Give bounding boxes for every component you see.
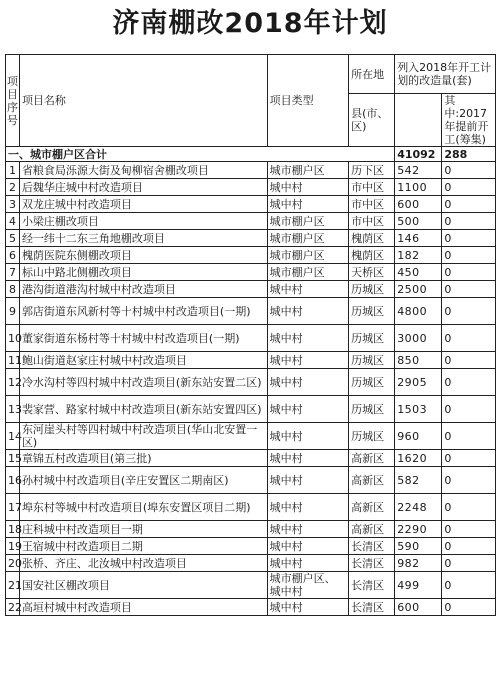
district: 历城区 <box>349 281 395 298</box>
row-number: 17 <box>6 494 20 521</box>
header-row <box>6 55 496 94</box>
project-type: 城市棚户区 <box>267 264 348 281</box>
early-start-amount: 0 <box>442 352 496 369</box>
project-type: 城中村 <box>267 538 348 555</box>
planned-amount: 2905 <box>395 369 442 396</box>
row-number: 10 <box>6 325 20 352</box>
planned-amount: 1620 <box>395 450 442 467</box>
early-start-amount: 0 <box>442 423 496 450</box>
district: 历城区 <box>349 325 395 352</box>
early-start-amount: 0 <box>442 179 496 196</box>
project-name: 冷水沟村等四村城中村改造项目(新东站安置二区) <box>19 369 267 396</box>
project-type: 城中村 <box>267 450 348 467</box>
project-type: 城中村 <box>267 599 348 616</box>
district: 长清区 <box>349 572 395 599</box>
plan-table <box>5 54 496 616</box>
table-row <box>6 396 496 423</box>
project-name: 董家街道东杨村等十村城中村改造项目(一期) <box>19 325 267 352</box>
project-name: 双龙庄城中村改造项目 <box>19 196 267 213</box>
district: 历下区 <box>349 162 395 179</box>
planned-amount: 2500 <box>395 281 442 298</box>
project-name: 经一纬十二东三角地棚改项目 <box>19 230 267 247</box>
table-row <box>6 572 496 599</box>
project-name: 槐荫医院东侧棚改项目 <box>19 247 267 264</box>
table-row <box>6 264 496 281</box>
table-row <box>6 352 496 369</box>
early-start-amount: 0 <box>442 599 496 616</box>
early-start-amount: 0 <box>442 213 496 230</box>
project-name: 王宿城中村改造项目二期 <box>19 538 267 555</box>
row-number: 15 <box>6 450 20 467</box>
row-number: 14 <box>6 423 20 450</box>
row-number: 13 <box>6 396 20 423</box>
table-row <box>6 213 496 230</box>
project-type: 城中村 <box>267 281 348 298</box>
table-row <box>6 521 496 538</box>
project-name: 埠东村等城中村改造项目(埠东安置区项目二期) <box>19 494 267 521</box>
project-type: 城中村 <box>267 196 348 213</box>
project-name: 鲍山街道赵家庄村城中村改造项目 <box>19 352 267 369</box>
table-row <box>6 247 496 264</box>
row-number: 12 <box>6 369 20 396</box>
table-row <box>6 281 496 298</box>
early-start-amount: 0 <box>442 450 496 467</box>
project-name: 港沟街道港沟村城中村改造项目 <box>19 281 267 298</box>
district: 槐荫区 <box>349 247 395 264</box>
district: 市中区 <box>349 213 395 230</box>
planned-amount: 1503 <box>395 396 442 423</box>
planned-amount: 499 <box>395 572 442 599</box>
project-name: 标山中路北侧棚改项目 <box>19 264 267 281</box>
early-start-amount: 0 <box>442 396 496 423</box>
project-type: 城市棚户区 <box>267 230 348 247</box>
planned-amount: 600 <box>395 599 442 616</box>
planned-amount: 960 <box>395 423 442 450</box>
project-type: 城中村 <box>267 467 348 494</box>
planned-amount: 850 <box>395 352 442 369</box>
row-number: 2 <box>6 179 20 196</box>
project-type: 城中村 <box>267 423 348 450</box>
district: 长清区 <box>349 555 395 572</box>
project-type: 城中村 <box>267 325 348 352</box>
project-type: 城中村 <box>267 555 348 572</box>
table-row <box>6 230 496 247</box>
early-start-amount: 0 <box>442 298 496 325</box>
district: 高新区 <box>349 521 395 538</box>
planned-amount: 600 <box>395 196 442 213</box>
district: 高新区 <box>349 494 395 521</box>
planned-amount: 3000 <box>395 325 442 352</box>
header-county: 县(市、区) <box>349 94 395 147</box>
early-start-amount: 0 <box>442 494 496 521</box>
project-type: 城中村 <box>267 521 348 538</box>
planned-amount: 542 <box>395 162 442 179</box>
row-number: 21 <box>6 572 20 599</box>
project-type: 城市棚户区、城中村 <box>267 572 348 599</box>
page-title: 济南棚改2018年计划 <box>112 8 388 39</box>
district: 长清区 <box>349 599 395 616</box>
row-number: 9 <box>6 298 20 325</box>
table-row <box>6 450 496 467</box>
header-planned-blank <box>395 94 442 147</box>
plan-table-container <box>5 54 496 677</box>
district: 高新区 <box>349 450 395 467</box>
summary-total: 41092 <box>395 147 442 162</box>
header-location: 所在地 <box>349 55 395 94</box>
row-number: 8 <box>6 281 20 298</box>
planned-amount: 2248 <box>395 494 442 521</box>
row-number: 7 <box>6 264 20 281</box>
project-name: 后魏华庄城中村改造项目 <box>19 179 267 196</box>
project-name: 高垣村城中村改造项目 <box>19 599 267 616</box>
early-start-amount: 0 <box>442 572 496 599</box>
early-start-amount: 0 <box>442 162 496 179</box>
district: 市中区 <box>349 179 395 196</box>
project-name: 郭店街道东风新村等十村城中村改造项目(一期) <box>19 298 267 325</box>
header-early: 其中:2017年提前开工(筹集) <box>442 94 496 147</box>
planned-amount: 182 <box>395 247 442 264</box>
project-name: 小梁庄棚改项目 <box>19 213 267 230</box>
early-start-amount: 0 <box>442 521 496 538</box>
project-type: 城中村 <box>267 494 348 521</box>
project-type: 城市棚户区 <box>267 162 348 179</box>
row-number: 19 <box>6 538 20 555</box>
table-row <box>6 423 496 450</box>
summary-row <box>6 147 496 162</box>
district: 槐荫区 <box>349 230 395 247</box>
early-start-amount: 0 <box>442 264 496 281</box>
table-row <box>6 599 496 616</box>
project-type: 城中村 <box>267 298 348 325</box>
project-name: 国安社区棚改项目 <box>19 572 267 599</box>
project-type: 城中村 <box>267 352 348 369</box>
project-name: 省粮食局泺源大街及甸柳宿舍棚改项目 <box>19 162 267 179</box>
row-number: 6 <box>6 247 20 264</box>
early-start-amount: 0 <box>442 196 496 213</box>
header-type: 项目类型 <box>267 55 348 147</box>
project-type: 城中村 <box>267 369 348 396</box>
row-number: 4 <box>6 213 20 230</box>
early-start-amount: 0 <box>442 555 496 572</box>
table-row <box>6 162 496 179</box>
table-row <box>6 325 496 352</box>
summary-early: 288 <box>442 147 496 162</box>
early-start-amount: 0 <box>442 369 496 396</box>
early-start-amount: 0 <box>442 325 496 352</box>
district: 高新区 <box>349 467 395 494</box>
project-name: 孙村城中村改造项目(辛庄安置区二期南区) <box>19 467 267 494</box>
table-row <box>6 369 496 396</box>
row-number: 5 <box>6 230 20 247</box>
planned-amount: 982 <box>395 555 442 572</box>
row-number: 20 <box>6 555 20 572</box>
table-row <box>6 196 496 213</box>
project-name: 东河崖头村等四村城中村改造项目(华山北安置一区) <box>19 423 267 450</box>
early-start-amount: 0 <box>442 281 496 298</box>
project-name: 章锦五村改造项目(第三批) <box>19 450 267 467</box>
project-type: 城中村 <box>267 179 348 196</box>
early-start-amount: 0 <box>442 538 496 555</box>
row-number: 18 <box>6 521 20 538</box>
planned-amount: 4800 <box>395 298 442 325</box>
early-start-amount: 0 <box>442 230 496 247</box>
planned-amount: 582 <box>395 467 442 494</box>
table-row <box>6 494 496 521</box>
district: 历城区 <box>349 369 395 396</box>
early-start-amount: 0 <box>442 467 496 494</box>
summary-label: 一、城市棚户区合计 <box>6 147 395 162</box>
header-planned: 列入2018年开工计划的改造量(套) <box>395 55 496 94</box>
planned-amount: 146 <box>395 230 442 247</box>
project-type: 城中村 <box>267 396 348 423</box>
project-type: 城市棚户区 <box>267 247 348 264</box>
planned-amount: 1100 <box>395 179 442 196</box>
district: 历城区 <box>349 423 395 450</box>
row-number: 11 <box>6 352 20 369</box>
project-type: 城市棚户区 <box>267 213 348 230</box>
header-seq: 项目序号 <box>6 55 20 147</box>
row-number: 1 <box>6 162 20 179</box>
row-number: 22 <box>6 599 20 616</box>
row-number: 3 <box>6 196 20 213</box>
project-name: 裴家营、路家村城中村改造项目(新东站安置四区) <box>19 396 267 423</box>
table-row <box>6 538 496 555</box>
early-start-amount: 0 <box>442 247 496 264</box>
district: 市中区 <box>349 196 395 213</box>
table-row <box>6 179 496 196</box>
project-name: 张桥、齐庄、北汝城中村改造项目 <box>19 555 267 572</box>
district: 历城区 <box>349 396 395 423</box>
district: 历城区 <box>349 298 395 325</box>
row-number: 16 <box>6 467 20 494</box>
planned-amount: 500 <box>395 213 442 230</box>
table-row <box>6 467 496 494</box>
table-row <box>6 298 496 325</box>
table-row <box>6 555 496 572</box>
district: 长清区 <box>349 538 395 555</box>
planned-amount: 2290 <box>395 521 442 538</box>
project-name: 庄科城中村改造项目一期 <box>19 521 267 538</box>
district: 历城区 <box>349 352 395 369</box>
district: 天桥区 <box>349 264 395 281</box>
planned-amount: 450 <box>395 264 442 281</box>
header-name: 项目名称 <box>19 55 267 147</box>
planned-amount: 590 <box>395 538 442 555</box>
